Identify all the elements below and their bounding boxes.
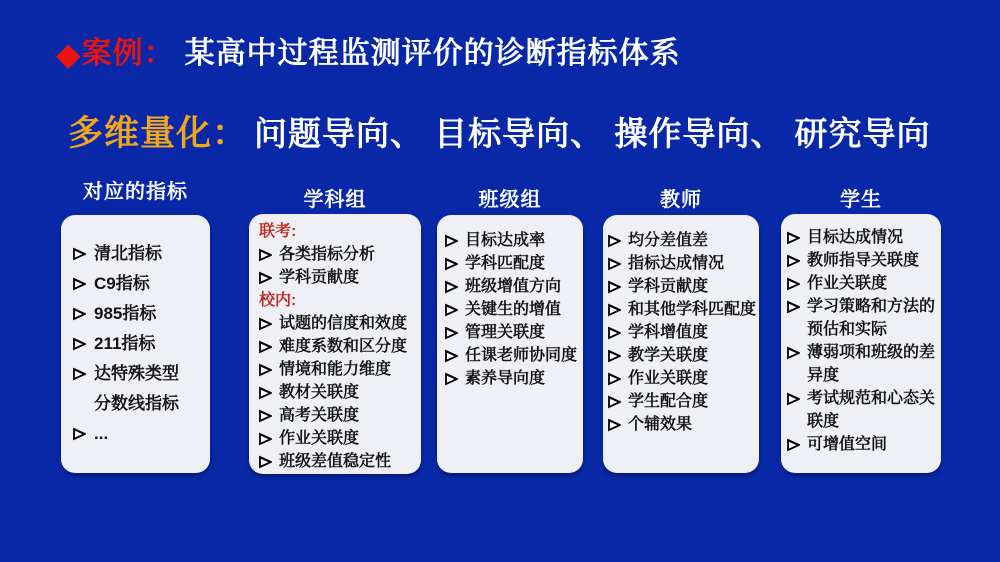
- list-item: [445, 275, 581, 298]
- list-item-text: 211指标: [94, 334, 156, 353]
- list-item-text: 情境和能力维度: [279, 361, 392, 378]
- arrow-bullet-icon: [608, 257, 621, 271]
- arrow-bullet-icon: [608, 418, 621, 432]
- list-item-text: 学习策略和方法的预估和实际: [807, 298, 936, 338]
- arrow-bullet-icon: [259, 386, 272, 400]
- arrow-bullet-icon: [787, 231, 800, 245]
- list-item: [259, 335, 417, 358]
- list-item-text: 考试规范和心态关联度: [807, 390, 936, 430]
- list-item-text: 学科增值度: [628, 324, 709, 341]
- list-item: [608, 252, 759, 275]
- list-item: [787, 341, 939, 387]
- slide-subtitle: [68, 106, 931, 156]
- arrow-bullet-icon: [608, 280, 621, 294]
- list-item-text: 均分差值差: [628, 232, 709, 249]
- list-item-text: 和其他学科匹配度: [628, 301, 757, 318]
- arrow-bullet-icon: [259, 248, 272, 262]
- case-label: 案例：: [81, 37, 175, 70]
- list-item-text: 清北指标: [94, 244, 162, 263]
- list-item-text: 达特殊类型分数线指标: [94, 364, 179, 413]
- list-item: [608, 275, 759, 298]
- list-item-text: 难度系数和区分度: [279, 338, 408, 355]
- list-item: [73, 239, 193, 269]
- list-item: [259, 381, 417, 404]
- arrow-bullet-icon: [259, 271, 272, 285]
- list-item: [445, 298, 581, 321]
- list-item: [259, 266, 417, 289]
- list-item: [787, 387, 939, 433]
- arrow-bullet-icon: [73, 307, 86, 321]
- arrow-bullet-icon: [445, 326, 458, 340]
- diamond-bullet-icon: ◆: [56, 35, 82, 73]
- subtitle-text: 问题导向、 目标导向、 操作导向、 研究导向: [254, 115, 931, 152]
- arrow-bullet-icon: [608, 349, 621, 363]
- arrow-bullet-icon: [608, 372, 621, 386]
- arrow-bullet-icon: [73, 277, 86, 291]
- list-item: [259, 450, 417, 473]
- card-indicators: [61, 215, 210, 473]
- list-item-text: 个辅效果: [628, 416, 693, 433]
- column-header-teacher: 教师: [660, 189, 702, 211]
- list-item-text: 学科贡献度: [628, 278, 709, 295]
- list-item-text: 指标达成情况: [628, 255, 725, 272]
- list-item-text: 目标达成情况: [807, 229, 904, 246]
- arrow-bullet-icon: [787, 254, 800, 268]
- list-item: [608, 344, 759, 367]
- arrow-bullet-icon: [445, 372, 458, 386]
- arrow-bullet-icon: [73, 367, 86, 381]
- list-item-text: 班级差值稳定性: [279, 453, 392, 470]
- arrow-bullet-icon: [73, 427, 86, 441]
- card-student: [781, 214, 941, 473]
- list-item: [259, 427, 417, 450]
- list-item-text: 985指标: [94, 304, 157, 323]
- list-item-text: 作业关联度: [628, 370, 709, 387]
- list-item-text: 任课老师协同度: [465, 347, 578, 364]
- list-item: [259, 243, 417, 266]
- column-header-indicators: 对应的指标: [83, 181, 188, 203]
- list-item: [787, 433, 939, 456]
- list-item: [787, 226, 939, 249]
- list-item-text: 试题的信度和效度: [279, 315, 408, 332]
- list-item: [608, 390, 759, 413]
- list-item: [445, 344, 581, 367]
- list-item-text: 学生配合度: [628, 393, 709, 410]
- list-item: [445, 252, 581, 275]
- list-item-text: 学科匹配度: [465, 255, 546, 272]
- column-header-student: 学生: [840, 189, 882, 211]
- list-item: [608, 413, 759, 436]
- group-label-liankao: 联考:: [259, 223, 297, 240]
- arrow-bullet-icon: [445, 280, 458, 294]
- list-item: [787, 249, 939, 272]
- arrow-bullet-icon: [787, 346, 800, 360]
- card-subject-group: [249, 214, 421, 474]
- arrow-bullet-icon: [259, 340, 272, 354]
- slide-title: [56, 28, 681, 73]
- list-item: [445, 229, 581, 252]
- list-item-text: 高考关联度: [279, 407, 360, 424]
- arrow-bullet-icon: [259, 455, 272, 469]
- arrow-bullet-icon: [787, 438, 800, 452]
- list-item: [445, 367, 581, 390]
- arrow-bullet-icon: [787, 277, 800, 291]
- list-item-text: 教材关联度: [279, 384, 360, 401]
- list-item: [259, 312, 417, 335]
- list-item-text: 薄弱项和班级的差异度: [807, 344, 936, 384]
- card-teacher: [603, 215, 759, 473]
- list-item: [608, 229, 759, 252]
- list-item: [73, 359, 193, 419]
- column-header-class-group: 班级组: [478, 189, 542, 211]
- list-item: [73, 419, 193, 449]
- list-item-text: 素养导向度: [465, 370, 546, 387]
- arrow-bullet-icon: [787, 392, 800, 406]
- arrow-bullet-icon: [445, 349, 458, 363]
- list-item-text: 作业关联度: [807, 275, 888, 292]
- arrow-bullet-icon: [73, 247, 86, 261]
- list-item-text: 作业关联度: [279, 430, 360, 447]
- list-item: [259, 358, 417, 381]
- group-label-xiaonei: 校内:: [259, 292, 297, 309]
- arrow-bullet-icon: [445, 303, 458, 317]
- list-item-text: 关键生的增值: [465, 301, 562, 318]
- list-item: [608, 321, 759, 344]
- list-item: [608, 298, 759, 321]
- list-item: [73, 299, 193, 329]
- arrow-bullet-icon: [445, 234, 458, 248]
- arrow-bullet-icon: [608, 234, 621, 248]
- arrow-bullet-icon: [259, 363, 272, 377]
- list-item-text: 管理关联度: [465, 324, 546, 341]
- column-header-subject-group: 学科组: [303, 189, 367, 211]
- arrow-bullet-icon: [259, 317, 272, 331]
- list-item: [259, 404, 417, 427]
- arrow-bullet-icon: [259, 409, 272, 423]
- arrow-bullet-icon: [608, 395, 621, 409]
- list-item-text: 教学关联度: [628, 347, 709, 364]
- list-item-text: 可增值空间: [807, 436, 888, 453]
- arrow-bullet-icon: [259, 432, 272, 446]
- arrow-bullet-icon: [608, 303, 621, 317]
- arrow-bullet-icon: [608, 326, 621, 340]
- list-item-text: C9指标: [94, 274, 150, 293]
- list-item-text: ...: [94, 424, 109, 443]
- list-item: [445, 321, 581, 344]
- card-class-group: [437, 215, 583, 473]
- arrow-bullet-icon: [445, 257, 458, 271]
- list-item: [73, 269, 193, 299]
- list-item: [73, 329, 193, 359]
- list-item-text: 班级增值方向: [465, 278, 562, 295]
- list-item-text: 教师指导关联度: [807, 252, 920, 269]
- arrow-bullet-icon: [787, 300, 800, 314]
- list-item: [608, 367, 759, 390]
- list-item: [787, 272, 939, 295]
- list-item-text: 各类指标分析: [279, 246, 376, 263]
- list-item: [787, 295, 939, 341]
- list-item-text: 学科贡献度: [279, 269, 360, 286]
- subtitle-label: 多维量化：: [68, 114, 249, 153]
- list-item-text: 目标达成率: [465, 232, 546, 249]
- title-text: 某高中过程监测评价的诊断指标体系: [184, 37, 681, 70]
- arrow-bullet-icon: [73, 337, 86, 351]
